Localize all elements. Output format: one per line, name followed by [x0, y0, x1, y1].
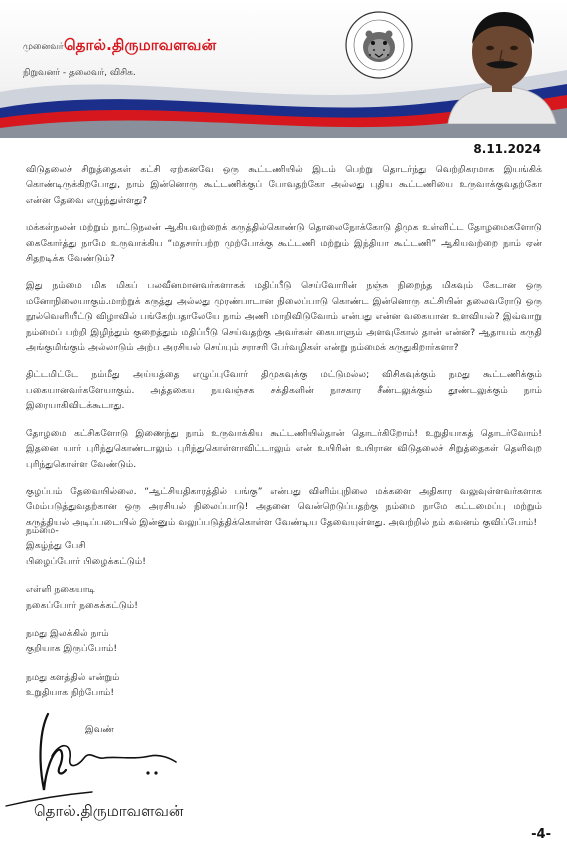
signer-name: தொல்.திருமாவளவன்: [34, 802, 184, 820]
leopard-emblem-icon: [344, 10, 414, 80]
role-prefix: முனைவர்: [23, 42, 64, 52]
letter-date: 8.11.2024: [473, 142, 541, 156]
paragraph: திட்டமிட்டே நம்மீது அய்யத்தை எழுப்புவோர் திமுகவுக்கு மட்டுமல்ல; விசிகவுக்கும் நமது கூட்டணிக்கும் பகையானவர்களேயாகும். அத்தகைய நயவஞ்சக சக்திகளின் நாசகார சீண்டலுக்கும் தூண்டலுக்கும் நாம் இரையாகிவிடக்கூடாது.: [26, 369, 542, 412]
paragraph: தோழமை கட்சிகளோடு இணைந்து நாம் உருவாக்கிய கூட்டணியில்தான் தொடர்கிறோம்! உறுதியாகத் தொடர்வோம்! இதனை யார் புரிந்துகொண்டாலும் புரிந்துகொள்ளாவிட்டாலும் என் உயிரின் உயிரான விடுதலைச் சிறுத்தைகள் தெளிவுற புரிந்துகொள்ள வேண்டும்.: [26, 427, 542, 470]
verse-line: நமது களத்தில் என்றும்: [26, 671, 120, 683]
leader-name-title: தொல்.திருமாவளவன்: [64, 36, 217, 54]
signature-label: இவண்: [85, 725, 114, 735]
letter-body: [26, 162, 542, 542]
verse-line: குறியாக இருப்போம்!: [26, 643, 118, 655]
verse-line: நமது இலக்கில் நாம்: [26, 628, 109, 640]
paragraph: மக்கள்நலன் மற்றும் நாட்டுநலன் ஆகியவற்றைக் கருத்தில்கொண்டு தொலைநோக்கோடு திமுக உள்ளிட்ட தோழமைகளோடு கைகோர்த்து நாமே உருவாக்கிய “மதசார்பற்ற முற்போக்கு கூட்டணி மற்றும் இந்தியா கூட்டணி” ஆகியவற்றை நாம் ஏன் சிதறடிக்க வேண்டும்?: [26, 222, 542, 265]
verse-stanza: [26, 670, 146, 701]
paragraph: குழப்பம் தேவையில்லை. “ஆட்சியதிகாரத்தில் பங்கு” என்பது விளிம்புநிலை மக்களை அதிகார வலுவுள்ளவர்களாக மேம்படுத்துவதற்கான ஒரு அரசியல் நிலைப்பாடு! அதனை வென்றெடுப்பதற்கு நம்மை நாமே கட்டமைப்பு மற்றும் கருத்தியல் அடிப்படையில் இன்னும் வலுப்படுத்திக்கொள்ள வேண்டிய தேவையுள்ளது. அவற்றில் நம் கவனம் குவிப்போம்!: [26, 485, 542, 528]
signature-block: [0, 700, 300, 840]
verse-line: உறுதியாக நிற்போம்!: [26, 687, 115, 699]
verse-stanza: [26, 582, 146, 613]
letterhead-header: [0, 0, 567, 138]
verse-line: நகைப்போர் நகைக்கட்டும்!: [26, 599, 138, 611]
paragraph: இது நம்மை மிக மிகப் பலவீனமானவர்களாகக் மதிப்பீடு செய்வோரின் நஞ்சு நிறைந்த மிகவும் கேடான ஒரு மனோநிலையாகும்.மாற்றுக் கருத்து அல்லது முரண்பாடான நிலைப்பாடு கொண்ட இன்னொரு கட்சியின் தலைவரோடு ஒரு நூல்வெளியீட்டு விழாவில் பங்கேற்பதாலேயே நாம் அணி மாறிவிடுவோம் என்பது என்ன வகையான உளவியல்? இவ்வாறு நம்மைப் பற்றி இழிந்தும் குறைத்தும் மதிப்பீடு செய்வதற்கு அவர்கள் கையாளும் அளவுகோல் தான் என்ன? ஆதாயம் கருதி அங்குமிங்கும் அல்லாடும் அற்ப அரசியல் செய்யும் சராசரி பேர்வழிகள் என்று நம்மைக் கருதுகிறார்களா?: [26, 280, 542, 354]
verse-line: இகழ்ந்து பேசி: [26, 540, 86, 552]
closing-verses: [26, 523, 146, 714]
verse-stanza: [26, 523, 146, 569]
leader-portrait-icon: [440, 6, 562, 124]
verse-line: நம்மை-: [26, 525, 59, 536]
page-number: -4-: [531, 827, 551, 842]
paragraph: விடுதலைச் சிறுத்தைகள் கட்சி ஏற்கனவே ஒரு கூட்டணியில் இடம் பெற்று தொடர்ந்து வெற்றிகரமாக இயங்கிக் கொண்டிருக்கிறபோது, நாம் இன்னொரு கூட்டணிக்குப் போவதற்கோ அல்லது புதிய கூட்டணியை உருவாக்குவதற்கோ என்ன தேவை எழுந்துள்ளது?: [26, 164, 542, 206]
role-line: நிறுவனர் - தலைவர், விசிக.: [23, 68, 136, 78]
verse-line: பிழைப்போர் பிழைக்கட்டும்!: [26, 555, 146, 567]
verse-line: எள்ளி நகையாடி: [26, 584, 95, 596]
verse-stanza: [26, 626, 146, 657]
